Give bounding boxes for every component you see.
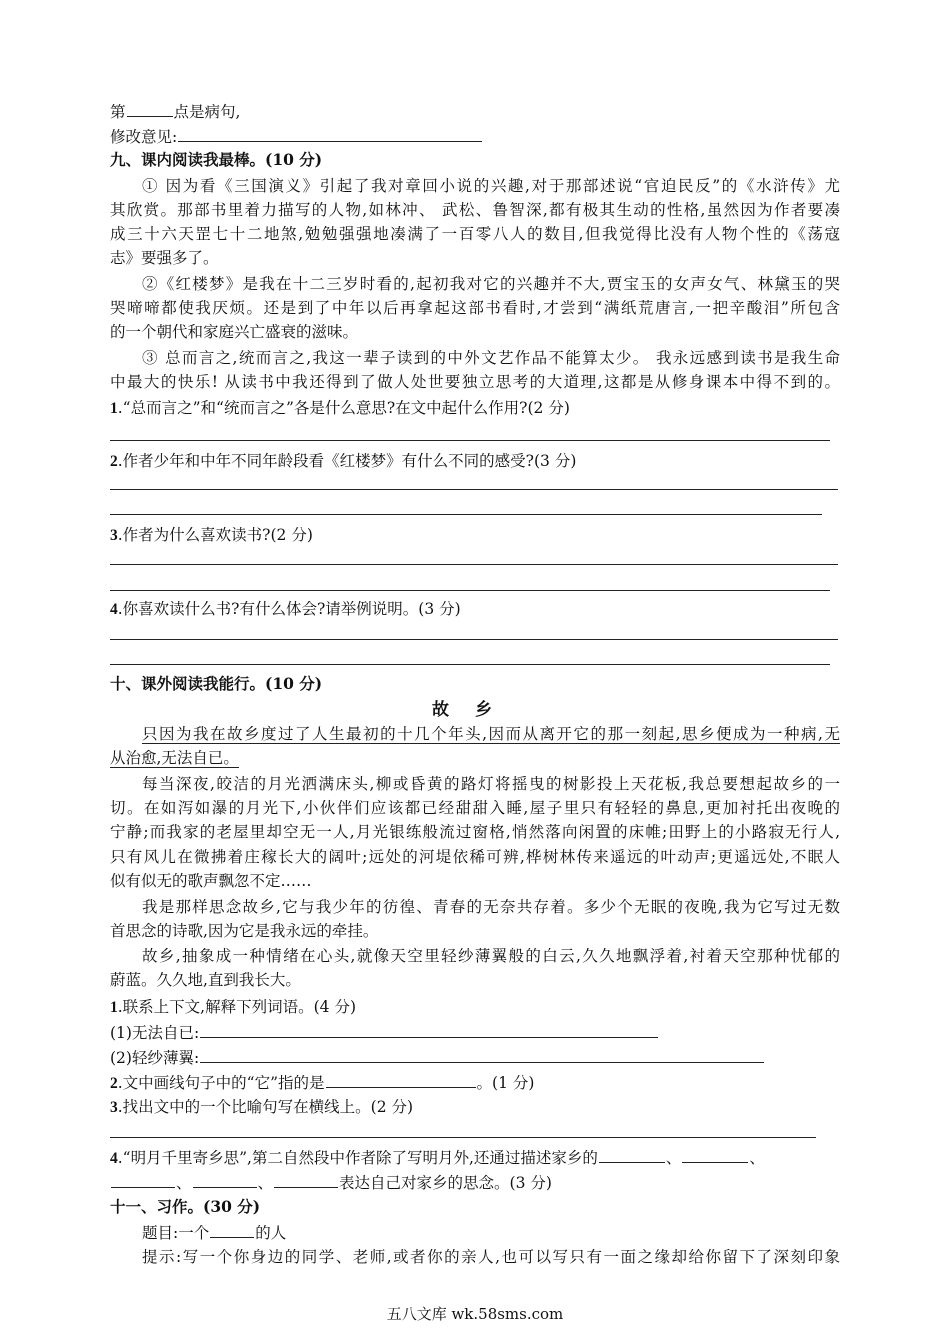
- s10-p1-line-underlined: 只因为我在故乡度过了人生最初的十几个年头,因而从离开它的那一刻起,思乡便成为一种病,无: [142, 725, 840, 743]
- answer-blank[interactable]: [326, 1071, 476, 1088]
- s9-p1-line: 成三十六天罡七十二地煞,勉勉强强地凑满了一百零八人的数目,但我觉得比没有人物个性的《荡寇: [110, 225, 840, 243]
- s10-question-2: 2.文中画线句子中的“它”指的是 。(1 分): [110, 1071, 534, 1095]
- answer-line[interactable]: [110, 564, 838, 565]
- s10-p1-line-underlined: 从治愈,无法自已。: [110, 749, 239, 767]
- s9-p3-line: ③ 总而言之,统而言之,我这一辈子读到的中外文艺作品不能算太少。 我永远感到读书是我生命: [142, 349, 840, 367]
- footer-watermark: 五八文库 wk.58sms.com: [386, 1305, 564, 1323]
- section-10-heading: 十、课外阅读我能行。(10 分): [110, 674, 323, 693]
- story-title: 故乡: [432, 700, 518, 720]
- s10-p4-line: 蔚蓝。久久地,直到我长大。: [110, 971, 301, 989]
- s9-question-3: 3.作者为什么喜欢读书?(2 分): [110, 526, 313, 544]
- answer-line[interactable]: [110, 440, 830, 441]
- s10-question-1: 1.联系上下文,解释下列词语。(4 分): [110, 998, 356, 1016]
- answer-blank[interactable]: [682, 1146, 748, 1163]
- s9-question-1: 1.“总而言之”和“统而言之”各是什么意思?在文中起什么作用?(2 分): [110, 399, 570, 417]
- s10-p3-line: 我是那样思念故乡,它与我少年的彷徨、青春的无奈共存着。多少个无眠的夜晚,我为它写过无数: [142, 898, 840, 916]
- answer-blank[interactable]: [193, 1171, 257, 1188]
- answer-blank[interactable]: [200, 1021, 658, 1038]
- essay-hint: 提示:写一个你身边的同学、老师,或者你的亲人,也可以写只有一面之缘却给你留下了深刻印象: [142, 1248, 840, 1266]
- s9-question-4: 4.你喜欢读什么书?有什么体会?请举例说明。(3 分): [110, 600, 461, 618]
- answer-blank[interactable]: [127, 100, 173, 117]
- s10-q4-line2: 、 、 表达自己对家乡的思念。(3 分): [110, 1171, 552, 1194]
- s10-p2-line: 切。在如泻如瀑的月光下,小伙伴们应该都已经甜甜入睡,屋子里只有轻轻的鼻息,更加衬托出夜晚的: [110, 799, 840, 817]
- answer-line[interactable]: [110, 1137, 816, 1138]
- answer-line[interactable]: [110, 639, 838, 640]
- section-11-heading: 十一、习作。(30 分): [110, 1197, 261, 1216]
- s9-p1-line: 志》要强多了。: [110, 249, 219, 267]
- s10-p2-line: 只有风儿在微拂着庄稼长大的阔叶;远处的河堤依稀可辨,桦树林传来遥远的叶动声;更遥远处,不眠人: [110, 848, 840, 866]
- s9-p2-line: 的一个朝代和家庭兴亡盛衰的滋味。: [110, 323, 359, 341]
- s9-p2-line: 哭啼啼都使我厌烦。还是到了中年以后再拿起这部书看时,才尝到“满纸荒唐言,一把辛酸泪”所包含: [110, 299, 840, 317]
- s10-p2-line: 宁静;而我家的老屋里却空无一人,月光银练般流过窗格,悄然落向闲置的床帷;田野上的小路寂无行人,: [110, 823, 840, 841]
- s10-p3-line: 首思念的诗歌,因为它是我永远的牵挂。: [110, 922, 379, 940]
- s10-p4-line: 故乡,抽象成一种情绪在心头,就像天空里轻纱薄翼般的白云,久久地飘浮着,衬着天空那种忧郁的: [142, 947, 840, 965]
- sick-sentence-line: 第 点是病句,: [110, 100, 240, 123]
- revise-line: 修改意见:: [110, 125, 483, 148]
- s9-p1-line: ① 因为看《三国演义》引起了我对章回小说的兴趣,对于那部述说“官迫民反”的《水浒传》尤: [142, 177, 840, 195]
- s10-question-3: 3.找出文中的一个比喻句写在横线上。(2 分): [110, 1098, 414, 1116]
- answer-blank[interactable]: [178, 125, 482, 142]
- s10-question-4: 4.“明月千里寄乡思”,第二自然段中作者除了写明月外,还通过描述家乡的 、 、: [110, 1146, 765, 1170]
- answer-line[interactable]: [110, 664, 830, 665]
- s9-p2-line: ②《红楼梦》是我在十二三岁时看的,起初我对它的兴趣并不大,贾宝玉的女声女气、林黛玉的哭: [142, 275, 840, 293]
- answer-line[interactable]: [110, 489, 838, 490]
- essay-topic: 题目:一个 的人: [142, 1221, 286, 1244]
- answer-blank[interactable]: [111, 1171, 175, 1188]
- s10-p2-line: 每当深夜,皎洁的月光洒满床头,柳或昏黄的路灯将摇曳的树影投上天花板,我总要想起故乡的一: [142, 775, 840, 793]
- answer-line[interactable]: [110, 590, 830, 591]
- s10-q1-item-1: (1)无法自已:: [110, 1021, 659, 1044]
- answer-blank[interactable]: [599, 1146, 665, 1163]
- answer-blank[interactable]: [210, 1221, 254, 1238]
- s9-p3-line: 中最大的快乐! 从读书中我还得到了做人处世要独立思考的大道理,这都是从修身课本中得不到的。: [110, 373, 840, 391]
- answer-blank[interactable]: [274, 1171, 338, 1188]
- section-9-heading: 九、课内阅读我最棒。(10 分): [110, 150, 323, 169]
- s10-q1-item-2: (2)轻纱薄翼:: [110, 1046, 765, 1069]
- s10-p2-line: 似有似无的歌声飘忽不定……: [110, 872, 312, 890]
- answer-line[interactable]: [110, 514, 822, 515]
- answer-blank[interactable]: [200, 1046, 764, 1063]
- s9-p1-line: 其欣赏。那部书里着力描写的人物,如林冲、 武松、鲁智深,都有极其生动的性格,虽然因为作者要凑: [110, 201, 840, 219]
- s9-question-2: 2.作者少年和中年不同年龄段看《红楼梦》有什么不同的感受?(3 分): [110, 452, 577, 470]
